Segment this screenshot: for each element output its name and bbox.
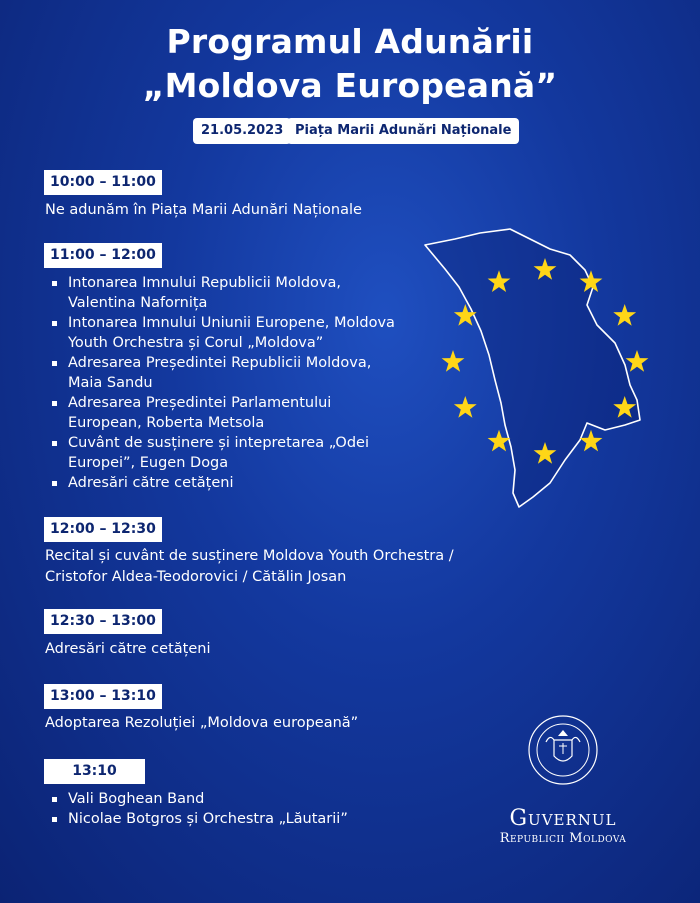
place-badge: Piața Marii Adunări Naționale xyxy=(287,118,519,144)
star-icon xyxy=(442,350,465,372)
time-slot-1: 10:00 – 11:00 xyxy=(44,170,162,195)
star-icon xyxy=(626,350,649,372)
page-title-line2: „Moldova Europeană” xyxy=(142,66,558,105)
slot-4-text: Adresări către cetățeni xyxy=(45,641,211,657)
slot-2-list xyxy=(50,273,395,493)
list-item: Intonarea Imnului Republicii Moldova, Valentina Nafornița xyxy=(50,273,395,313)
list-item: Nicolae Botgros și Orchestra „Lăutarii” xyxy=(50,809,348,829)
list-item: Cuvânt de susținere și intepretarea „Odei Europei”, Eugen Doga xyxy=(50,433,395,473)
page-title-line1: Programul Adunării xyxy=(166,22,534,61)
org-subtitle: Republicii Moldova xyxy=(499,831,627,846)
time-slot-5: 13:00 – 13:10 xyxy=(44,684,162,709)
star-icon xyxy=(613,304,636,326)
list-item: Vali Boghean Band xyxy=(50,789,348,809)
date-badge: 21.05.2023 xyxy=(193,118,291,144)
list-item: Intonarea Imnului Uniunii Europene, Moldova Youth Orchestra și Corul „Moldova” xyxy=(50,313,395,353)
list-item: Adresarea Președintei Parlamentului European, Roberta Metsola xyxy=(50,393,395,433)
slot-6-list xyxy=(50,789,348,829)
list-item: Adresarea Președintei Republicii Moldova, Maia Sandu xyxy=(50,353,395,393)
slot-3-text-line2: Cristofor Aldea-Teodorovici / Cătălin Josan xyxy=(45,569,347,585)
list-item: Adresări către cetățeni xyxy=(50,473,395,493)
time-slot-2: 11:00 – 12:00 xyxy=(44,243,162,268)
time-slot-4: 12:30 – 13:00 xyxy=(44,609,162,634)
moldova-map-icon xyxy=(415,225,655,515)
star-icon xyxy=(454,396,477,418)
coat-of-arms-icon xyxy=(524,712,602,802)
slot-3-text-line1: Recital și cuvânt de susținere Moldova Youth Orchestra / xyxy=(45,548,454,564)
time-slot-3: 12:00 – 12:30 xyxy=(44,517,162,542)
slot-5-text: Adoptarea Rezoluției „Moldova europeană” xyxy=(45,715,359,731)
org-name: Guvernul xyxy=(509,806,617,831)
time-slot-6: 13:10 xyxy=(44,759,145,784)
slot-1-text: Ne adunăm în Piața Marii Adunări Naționale xyxy=(45,202,362,218)
